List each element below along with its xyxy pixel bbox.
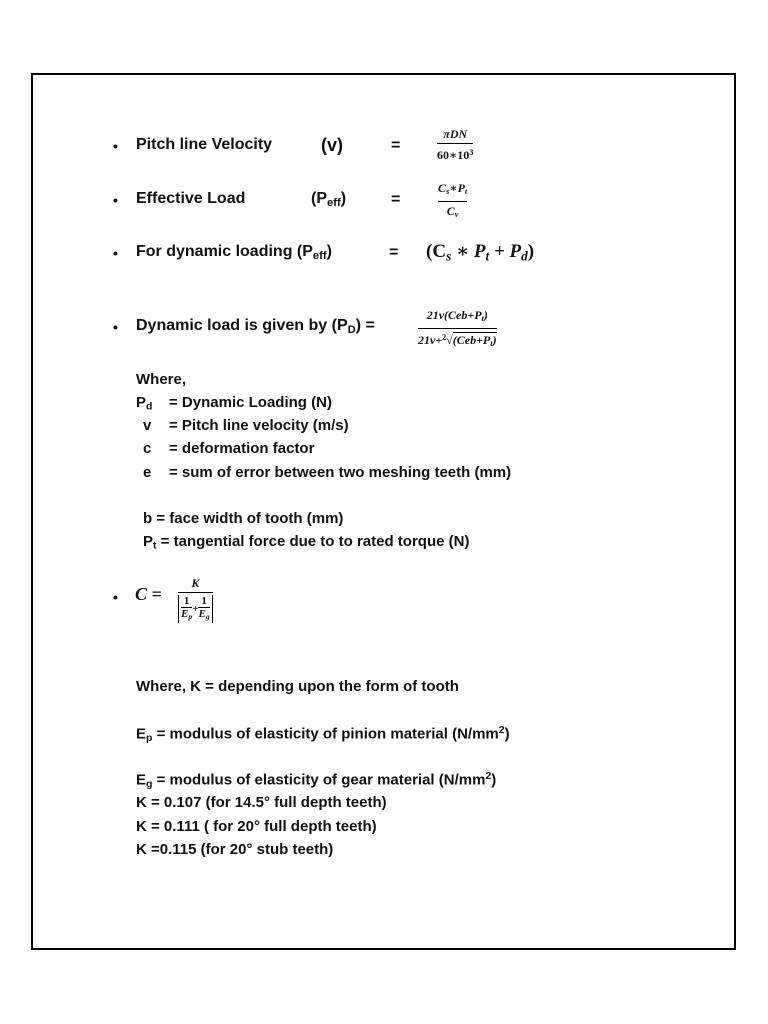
pt-sub: t <box>153 539 157 552</box>
den-exponent: 3 <box>469 148 474 157</box>
fraction-denominator <box>447 204 459 222</box>
ep-sup: 2 <box>498 724 505 736</box>
num-p-sub: t <box>464 187 468 197</box>
eg-definition <box>136 770 496 790</box>
label-close: ) <box>326 243 332 260</box>
radicand <box>453 332 497 347</box>
sym-close: ) <box>340 190 347 207</box>
sym-open: (P <box>311 190 327 207</box>
plus-sign: + <box>192 602 199 615</box>
bullet: • <box>113 589 118 605</box>
where-k-line: Where, K = depending upon the form of tooth <box>136 678 459 695</box>
dynamic-load-label <box>136 317 375 336</box>
root-index: 2 <box>442 333 447 343</box>
equals-sign: = <box>389 244 399 261</box>
num-c-sub: s <box>446 187 450 197</box>
inner-fraction-p <box>181 595 192 623</box>
expr-s: s <box>446 248 452 264</box>
fraction-numerator: πDN <box>443 127 468 141</box>
eg-sup: 2 <box>485 770 492 782</box>
fraction-bar <box>438 201 467 202</box>
k-value-line: K = 0.107 (for 14.5° full depth teeth) <box>136 794 387 811</box>
fraction-bar <box>178 592 213 593</box>
inner-fraction-g <box>198 595 209 623</box>
face-width-line: b = face width of tooth (mm) <box>143 510 344 527</box>
label-close: ) = <box>355 317 375 334</box>
inner-den <box>198 608 209 623</box>
ep-close: ) <box>504 725 510 743</box>
fraction-bar <box>418 328 497 329</box>
root-sign-icon: √ <box>446 333 453 348</box>
equals-sign: = <box>391 137 401 154</box>
expr-plus: + P <box>489 241 522 262</box>
expr-mid: ∗ P <box>451 241 486 262</box>
where-line: e <box>143 464 152 481</box>
where-line-text: = deformation factor <box>169 440 315 457</box>
bullet: • <box>113 319 118 335</box>
label-sub: D <box>347 323 356 336</box>
pitch-line-velocity-symbol: (v) <box>321 135 343 155</box>
eg-sym: E <box>136 771 147 789</box>
den-close: ) <box>492 333 497 348</box>
where-line-text: = Dynamic Loading (N) <box>169 394 332 411</box>
sym: P <box>136 394 147 411</box>
k-value-line: K = 0.111 ( for 20° full depth teeth) <box>136 818 377 835</box>
fraction-numerator: K <box>191 576 200 590</box>
expr-d: d <box>521 248 528 264</box>
den-b: (Ceb+P <box>452 333 491 348</box>
inner-den <box>181 608 192 623</box>
effective-load-symbol <box>311 190 346 209</box>
ep-sub: p <box>188 611 193 621</box>
ep: E <box>181 608 189 620</box>
label-text: For dynamic loading (P <box>136 243 313 260</box>
c-formula-fraction <box>178 576 213 623</box>
num-close: ) <box>483 308 488 322</box>
c-formula-lhs: C = <box>135 584 162 604</box>
num-mid: ∗P <box>449 181 465 195</box>
where-line-text: = Pitch line velocity (m/s) <box>169 417 349 434</box>
fraction-denominator <box>437 146 473 162</box>
ep-text: = modulus of elasticity of pinion material (N/mm <box>152 725 499 743</box>
expr-open: (C <box>426 241 447 262</box>
equals-sign: = <box>391 191 401 208</box>
eg-sub: g <box>205 611 210 621</box>
fraction-bar <box>437 143 473 144</box>
num-sub: t <box>481 314 484 324</box>
where-heading: Where, <box>136 371 187 388</box>
pt-sym: P <box>143 533 154 550</box>
sym-sub: eff <box>327 196 341 209</box>
where-line: c <box>143 440 152 457</box>
where-line <box>136 394 152 413</box>
pitch-line-velocity-label: Pitch line Velocity <box>136 136 273 153</box>
fraction-numerator <box>438 181 467 199</box>
bullet: • <box>113 192 118 208</box>
k-value-line: K =0.115 (for 20° stub teeth) <box>136 841 334 858</box>
den-c-sub: v <box>454 210 459 220</box>
eg-close: ) <box>491 771 497 789</box>
fraction-numerator <box>427 308 488 326</box>
den-a: 21v+ <box>418 333 443 348</box>
expr-close: ) <box>527 241 535 262</box>
tangential-force-line <box>143 533 469 552</box>
fraction-denominator <box>178 595 213 623</box>
pt-text: = tangential force due to to rated torque (N) <box>156 533 470 550</box>
pitch-velocity-fraction <box>437 127 473 162</box>
label-sub: eff <box>312 249 327 262</box>
inner-num: 1 <box>201 595 207 607</box>
bullet: • <box>113 138 118 154</box>
eg: E <box>198 608 206 620</box>
where-line-text: = sum of error between two meshing teeth (mm) <box>169 464 512 481</box>
ep-sym: E <box>136 725 147 743</box>
dynamic-load-fraction <box>418 308 497 351</box>
den-sub: t <box>490 339 493 349</box>
effective-load-fraction <box>438 181 467 222</box>
eg-text: = modulus of elasticity of gear material (N/mm <box>152 771 486 789</box>
num-text: 21v(Ceb+P <box>426 308 482 322</box>
ep-definition <box>136 724 510 744</box>
dynamic-loading-label <box>136 243 332 262</box>
where-line: v <box>143 417 152 434</box>
den-c: C <box>446 204 455 219</box>
fraction-denominator <box>418 331 497 351</box>
effective-load-label: Effective Load <box>136 190 246 207</box>
bullet: • <box>113 245 118 261</box>
expr-t: t <box>485 248 490 264</box>
num-c: C <box>438 181 447 195</box>
ep-sub: p <box>146 731 153 744</box>
sym-sub: d <box>146 400 153 413</box>
eg-sub: g <box>146 777 153 790</box>
label-text: Dynamic load is given by (P <box>136 317 348 334</box>
inner-num: 1 <box>183 595 190 607</box>
dynamic-loading-expression <box>426 240 534 264</box>
den-text: 60∗10 <box>437 148 470 163</box>
